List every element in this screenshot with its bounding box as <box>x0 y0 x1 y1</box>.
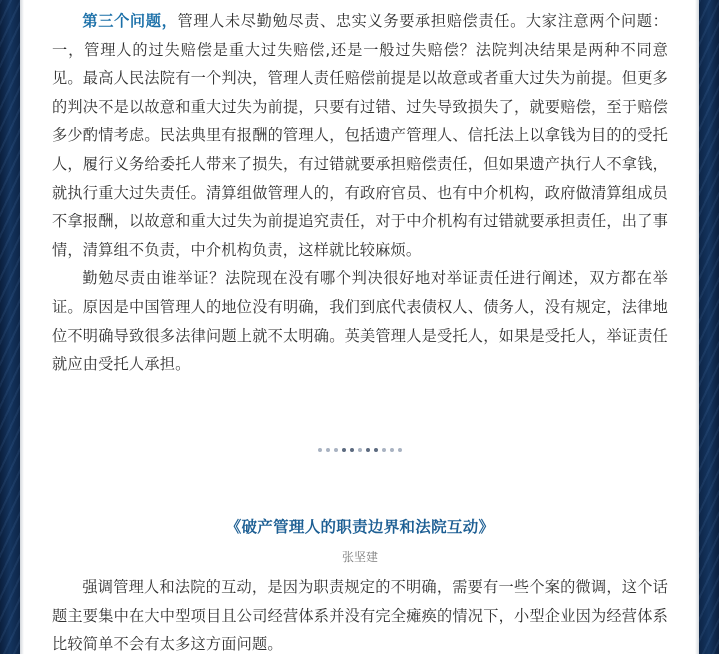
frame-left-border <box>0 0 20 654</box>
section-divider-dots <box>52 446 668 454</box>
third-issue-highlight: 第三个问题， <box>82 12 178 30</box>
paragraph-burden-of-proof: 勤勉尽责由谁举证？法院现在没有哪个判决很好地对举证责任进行阐述，双方都在举证。原因是中国管理人的地位没有明确，我们到底代表债权人、债务人，没有规定，法律地位不明确导致很多法律问题上就不太明确。英美管理人是受托人，如果是受托人，举证责任就应由受托人承担。 <box>52 269 668 374</box>
divider-dot <box>334 448 338 452</box>
divider-dot <box>374 448 378 452</box>
divider-dot <box>398 448 402 452</box>
paragraph-interaction: 强调管理人和法院的互动，是因为职责规定的不明确，需要有一些个案的微调，这个话题主要集中在大中型项目且公司经营体系并没有完全瘫痪的情况下，小型企业因为经营体系比较简单不会有太多这方面问题。 <box>52 578 668 654</box>
divider-dot <box>358 448 362 452</box>
inner-shadow-left <box>20 0 24 654</box>
frame-right-border <box>699 0 719 654</box>
divider-dot <box>342 448 346 452</box>
divider-dot <box>382 448 386 452</box>
paragraph-third-issue-text: 管理人未尽勤勉尽责、忠实义务要承担赔偿责任。大家注意两个问题：一，管理人的过失赔偿是重大过失赔偿,还是一般过失赔偿？法院判决结果是两种不同意见。最高人民法院有一个判决，管理人责任赔偿前提是以故意或者重大过失为前提。但更多的判决不是以故意和重大过失为前提，只要有过错、过失导致损失了，就要赔偿，至于赔偿多少酌情考虑。民法典里有报酬的管理人，包括遗产管理人、信托法上以拿钱为目的的受托人，履行义务给委托人带来了损失，有过错就要承担赔偿责任，但如果遗产执行人不拿钱，就执行重大过失责任。清算组做管理人的，有政府官员、也有中介机构，政府做清算组成员不拿报酬，以故意和重大过失为前提追究责任，对于中介机构有过错就要承担责任，出了事情，清算组不负责，中介机构负责，这样就比较麻烦。 <box>52 12 668 259</box>
divider-dot <box>390 448 394 452</box>
divider-dot <box>350 448 354 452</box>
paragraph-third-issue <box>52 7 668 264</box>
inner-shadow-right <box>695 0 699 654</box>
section-author: 张坚建 <box>341 550 378 564</box>
divider-dot <box>318 448 322 452</box>
divider-dot <box>326 448 330 452</box>
section-title: 《破产管理人的职责边界和法院互动》 <box>225 518 495 536</box>
divider-dot <box>366 448 370 452</box>
article-content <box>52 7 668 654</box>
